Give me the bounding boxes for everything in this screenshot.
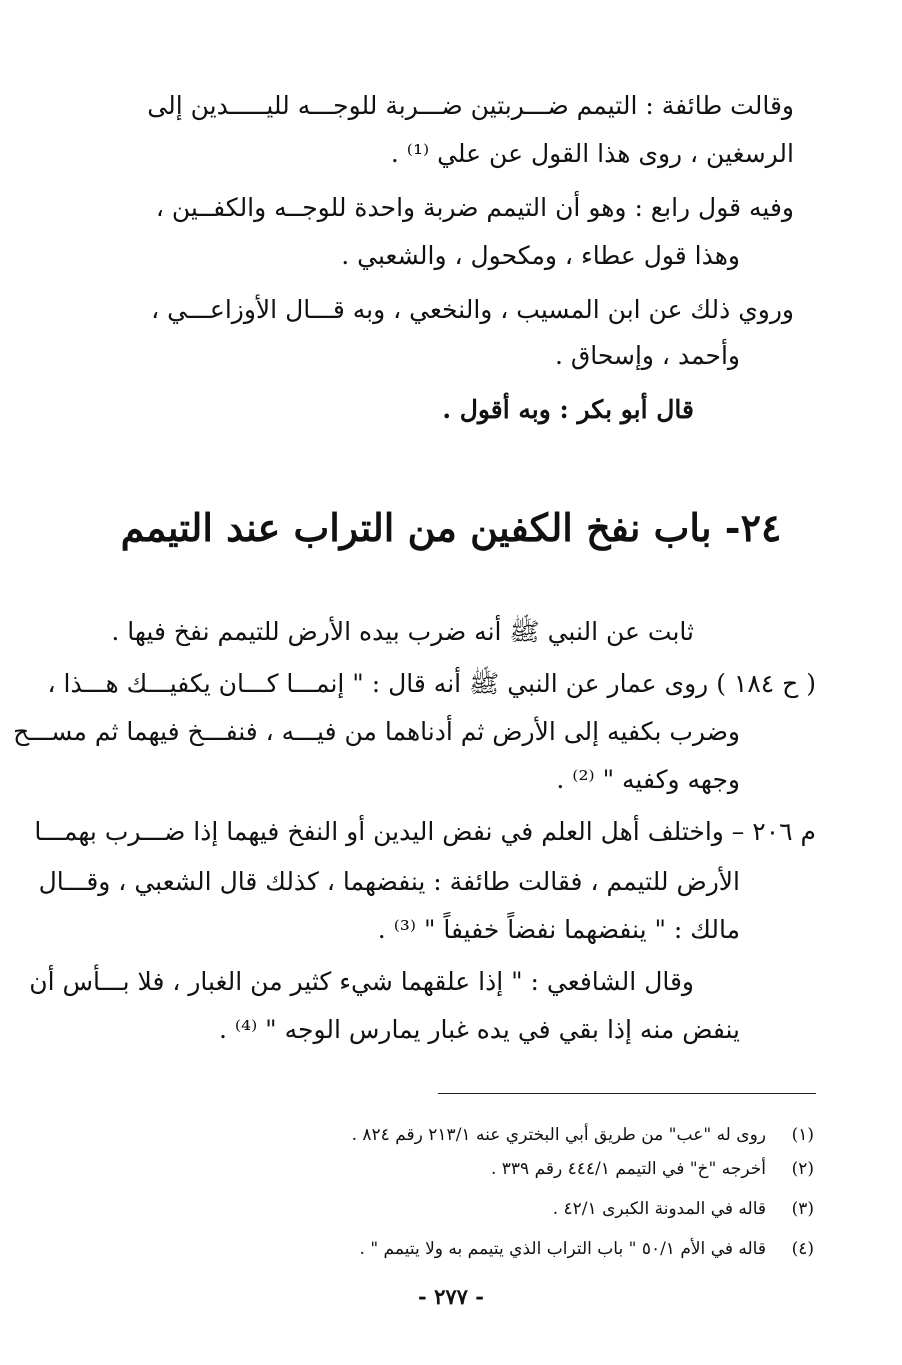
footnote-text: قاله في الأم ٥٠/١ " باب التراب الذي يتيمم به ولا يتيمم " . (359, 1239, 766, 1259)
footnote-text: أخرجه "خ" في التيمم ٤٤٤/١ رقم ٣٣٩ . (490, 1159, 766, 1179)
footnote-number: (٢) (791, 1159, 814, 1179)
body-line-6: الأرض للتيمم ، فقالت طائفة : ينفضهما ، كذلك قال الشعبي ، وقـــال (38, 867, 740, 896)
body-line-1: ثابت عن النبي ﷺ أنه ضرب بيده الأرض للتيمم نفخ فيها . (111, 617, 694, 646)
footnote-number: (٣) (791, 1199, 814, 1219)
body-line-9: ينفض منه إذا بقي في يده غبار يمارس الوجه " ⁽⁴⁾ . (219, 1015, 740, 1044)
footnote-text: قاله في المدونة الكبرى ٤٢/١ . (552, 1199, 766, 1219)
footnote-2 (491, 1156, 814, 1182)
footnote-3 (553, 1196, 814, 1222)
footnote-number: (٤) (791, 1239, 814, 1259)
footnote-divider (438, 1093, 816, 1094)
footnote-4 (360, 1236, 814, 1262)
body-line-8: وقال الشافعي : " إذا علقهما شيء كثير من الغبار ، فلا بـــأس أن (29, 967, 694, 996)
body-line-4: وجهه وكفيه " ⁽²⁾ . (556, 765, 740, 794)
body-line-3: وضرب بكفيه إلى الأرض ثم أدناهما من فيـــه ، فنفـــخ فيهما ثم مســـح (13, 717, 740, 746)
abu-bakr-line: قال أبو بكر : وبه أقول . (442, 395, 694, 424)
text-line-2: الرسغين ، روى هذا القول عن علي ⁽¹⁾ . (390, 139, 794, 168)
footnote-number: (١) (791, 1125, 814, 1145)
page-number: - ٢٧٧ - (418, 1284, 484, 1309)
text-line-3: وفيه قول رابع : وهو أن التيمم ضربة واحدة للوجــه والكفــين ، (155, 193, 794, 222)
text-line-4: وهذا قول عطاء ، ومكحول ، والشعبي . (341, 241, 740, 270)
body-line-5: م ٢٠٦ – واختلف أهل العلم في نفض اليدين أو النفخ فيهما إذا ضـــرب بهمـــا (34, 817, 816, 846)
text-line-1: وقالت طائفة : التيمم ضـــربتين ضـــربة للوجـــه لليـــــدين إلى (147, 91, 794, 120)
text-line-5: وروي ذلك عن ابن المسيب ، والنخعي ، وبه قـــال الأوزاعـــي ، (151, 295, 794, 324)
body-line-7: مالك : " ينفضهما نفضاً خفيفاً " ⁽³⁾ . (377, 915, 740, 944)
text-line-6: وأحمد ، وإسحاق . (554, 341, 740, 370)
footnote-text: روى له "عب" من طريق أبي البختري عنه ٢١٣/١ رقم ٨٢٤ . (351, 1125, 766, 1145)
footnote-1 (352, 1122, 814, 1148)
body-line-2: ( ح ١٨٤ ) روى عمار عن النبي ﷺ أنه قال : " إنمـــا كـــان يكفيـــك هـــذا ، (47, 669, 816, 698)
chapter-heading: ٢٤- باب نفخ الكفين من التراب عند التيمم (120, 505, 782, 550)
